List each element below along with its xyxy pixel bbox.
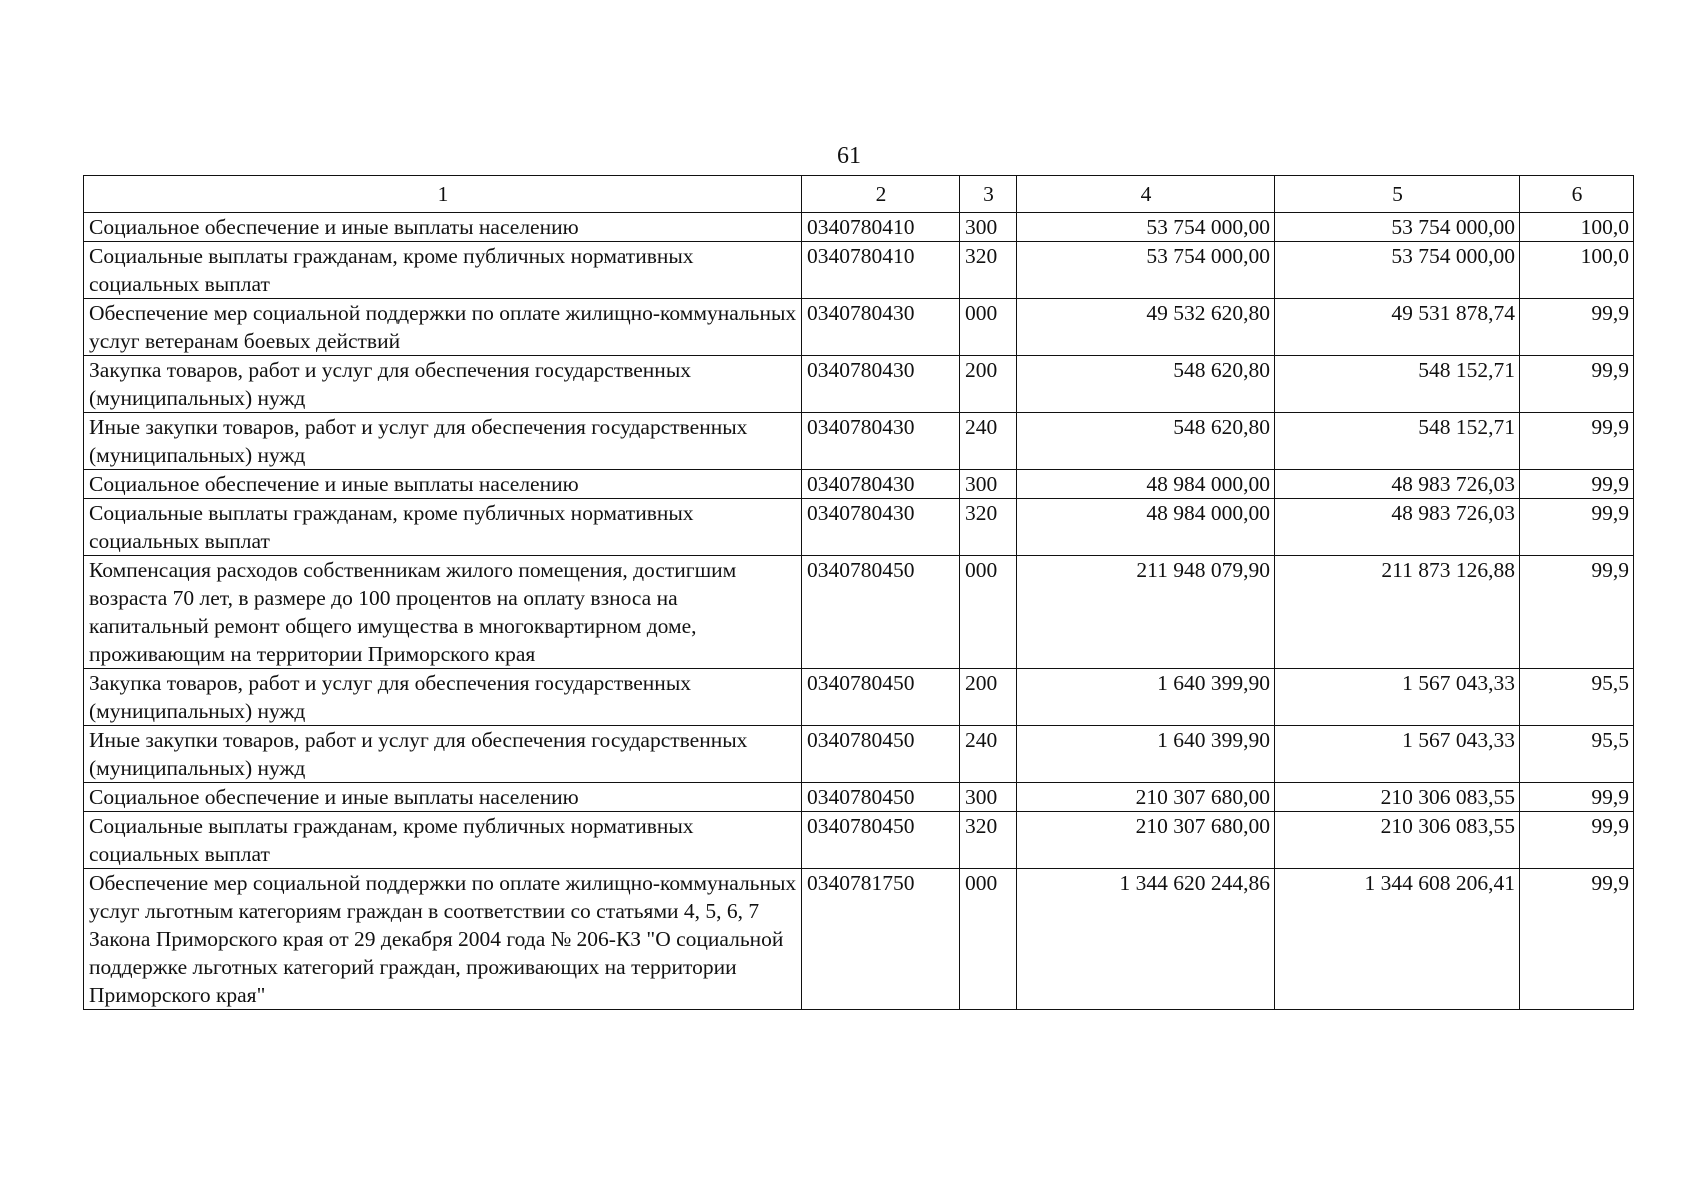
execution-percent: 99,9 bbox=[1520, 299, 1634, 356]
expense-name: Социальное обеспечение и иные выплаты населению bbox=[84, 783, 802, 812]
executed-amount: 1 567 043,33 bbox=[1275, 669, 1520, 726]
execution-percent: 99,9 bbox=[1520, 356, 1634, 413]
table-row bbox=[84, 299, 1634, 356]
column-header-6: 6 bbox=[1520, 176, 1634, 213]
expense-name: Социальные выплаты гражданам, кроме публичных нормативных социальных выплат bbox=[84, 812, 802, 869]
execution-percent: 100,0 bbox=[1520, 242, 1634, 299]
expense-name: Социальное обеспечение и иные выплаты населению bbox=[84, 213, 802, 242]
execution-percent: 99,9 bbox=[1520, 783, 1634, 812]
table-row bbox=[84, 726, 1634, 783]
expense-name: Социальные выплаты гражданам, кроме публичных нормативных социальных выплат bbox=[84, 242, 802, 299]
executed-amount: 49 531 878,74 bbox=[1275, 299, 1520, 356]
planned-amount: 1 640 399,90 bbox=[1017, 669, 1275, 726]
expense-kind: 200 bbox=[960, 356, 1017, 413]
target-code: 0340780450 bbox=[802, 556, 960, 669]
expense-kind: 240 bbox=[960, 726, 1017, 783]
expense-kind: 300 bbox=[960, 470, 1017, 499]
table-row bbox=[84, 812, 1634, 869]
expense-name: Иные закупки товаров, работ и услуг для обеспечения государственных (муниципальных) нужд bbox=[84, 413, 802, 470]
budget-table bbox=[83, 175, 1634, 1010]
target-code: 0340780430 bbox=[802, 499, 960, 556]
table-row bbox=[84, 783, 1634, 812]
column-header-2: 2 bbox=[802, 176, 960, 213]
planned-amount: 1 640 399,90 bbox=[1017, 726, 1275, 783]
execution-percent: 99,9 bbox=[1520, 812, 1634, 869]
execution-percent: 99,9 bbox=[1520, 869, 1634, 1010]
executed-amount: 211 873 126,88 bbox=[1275, 556, 1520, 669]
expense-name: Социальные выплаты гражданам, кроме публичных нормативных социальных выплат bbox=[84, 499, 802, 556]
table-row bbox=[84, 213, 1634, 242]
page-number: 61 bbox=[837, 143, 861, 169]
target-code: 0340780410 bbox=[802, 213, 960, 242]
planned-amount: 210 307 680,00 bbox=[1017, 783, 1275, 812]
execution-percent: 99,9 bbox=[1520, 499, 1634, 556]
expense-name: Закупка товаров, работ и услуг для обеспечения государственных (муниципальных) нужд bbox=[84, 356, 802, 413]
column-header-3: 3 bbox=[960, 176, 1017, 213]
target-code: 0340781750 bbox=[802, 869, 960, 1010]
table-row bbox=[84, 499, 1634, 556]
expense-name: Обеспечение мер социальной поддержки по оплате жилищно-коммунальных услуг ветеранам боевых действий bbox=[84, 299, 802, 356]
target-code: 0340780410 bbox=[802, 242, 960, 299]
expense-kind: 300 bbox=[960, 213, 1017, 242]
table-row bbox=[84, 470, 1634, 499]
execution-percent: 100,0 bbox=[1520, 213, 1634, 242]
expense-kind: 200 bbox=[960, 669, 1017, 726]
planned-amount: 53 754 000,00 bbox=[1017, 242, 1275, 299]
executed-amount: 53 754 000,00 bbox=[1275, 213, 1520, 242]
planned-amount: 548 620,80 bbox=[1017, 356, 1275, 413]
execution-percent: 99,9 bbox=[1520, 470, 1634, 499]
planned-amount: 53 754 000,00 bbox=[1017, 213, 1275, 242]
target-code: 0340780430 bbox=[802, 299, 960, 356]
expense-kind: 320 bbox=[960, 812, 1017, 869]
executed-amount: 48 983 726,03 bbox=[1275, 470, 1520, 499]
target-code: 0340780450 bbox=[802, 726, 960, 783]
planned-amount: 1 344 620 244,86 bbox=[1017, 869, 1275, 1010]
planned-amount: 211 948 079,90 bbox=[1017, 556, 1275, 669]
executed-amount: 210 306 083,55 bbox=[1275, 783, 1520, 812]
expense-name: Компенсация расходов собственникам жилого помещения, достигшим возраста 70 лет, в размере до 100 процентов на оплату взноса на капитальный ремонт общего имущества в многоквартирном доме, проживающим на территории Приморского края bbox=[84, 556, 802, 669]
expense-kind: 000 bbox=[960, 556, 1017, 669]
execution-percent: 95,5 bbox=[1520, 669, 1634, 726]
expense-kind: 320 bbox=[960, 242, 1017, 299]
target-code: 0340780430 bbox=[802, 356, 960, 413]
expense-name: Социальное обеспечение и иные выплаты населению bbox=[84, 470, 802, 499]
execution-percent: 99,9 bbox=[1520, 413, 1634, 470]
executed-amount: 53 754 000,00 bbox=[1275, 242, 1520, 299]
table-row bbox=[84, 556, 1634, 669]
planned-amount: 210 307 680,00 bbox=[1017, 812, 1275, 869]
column-header-1: 1 bbox=[84, 176, 802, 213]
expense-name: Иные закупки товаров, работ и услуг для обеспечения государственных (муниципальных) нужд bbox=[84, 726, 802, 783]
table-row bbox=[84, 413, 1634, 470]
target-code: 0340780430 bbox=[802, 413, 960, 470]
target-code: 0340780430 bbox=[802, 470, 960, 499]
table-row bbox=[84, 869, 1634, 1010]
executed-amount: 548 152,71 bbox=[1275, 356, 1520, 413]
table-row bbox=[84, 669, 1634, 726]
table-row bbox=[84, 356, 1634, 413]
table-row bbox=[84, 242, 1634, 299]
planned-amount: 48 984 000,00 bbox=[1017, 499, 1275, 556]
planned-amount: 548 620,80 bbox=[1017, 413, 1275, 470]
expense-kind: 000 bbox=[960, 299, 1017, 356]
executed-amount: 1 344 608 206,41 bbox=[1275, 869, 1520, 1010]
executed-amount: 548 152,71 bbox=[1275, 413, 1520, 470]
executed-amount: 48 983 726,03 bbox=[1275, 499, 1520, 556]
execution-percent: 95,5 bbox=[1520, 726, 1634, 783]
expense-name: Закупка товаров, работ и услуг для обеспечения государственных (муниципальных) нужд bbox=[84, 669, 802, 726]
expense-name: Обеспечение мер социальной поддержки по оплате жилищно-коммунальных услуг льготным категориям граждан в соответствии со статьями 4, 5, 6, 7 Закона Приморского края от 29 декабря 2004 года № 206-КЗ "О социальной поддержке льготных категорий граждан, проживающих на территории Приморского края" bbox=[84, 869, 802, 1010]
target-code: 0340780450 bbox=[802, 669, 960, 726]
table-header bbox=[84, 176, 1634, 213]
column-header-5: 5 bbox=[1275, 176, 1520, 213]
expense-kind: 300 bbox=[960, 783, 1017, 812]
header-row bbox=[84, 176, 1634, 213]
planned-amount: 49 532 620,80 bbox=[1017, 299, 1275, 356]
column-header-4: 4 bbox=[1017, 176, 1275, 213]
executed-amount: 1 567 043,33 bbox=[1275, 726, 1520, 783]
expense-kind: 000 bbox=[960, 869, 1017, 1010]
expense-kind: 240 bbox=[960, 413, 1017, 470]
expense-kind: 320 bbox=[960, 499, 1017, 556]
planned-amount: 48 984 000,00 bbox=[1017, 470, 1275, 499]
target-code: 0340780450 bbox=[802, 783, 960, 812]
executed-amount: 210 306 083,55 bbox=[1275, 812, 1520, 869]
target-code: 0340780450 bbox=[802, 812, 960, 869]
execution-percent: 99,9 bbox=[1520, 556, 1634, 669]
table-body bbox=[84, 213, 1634, 1010]
